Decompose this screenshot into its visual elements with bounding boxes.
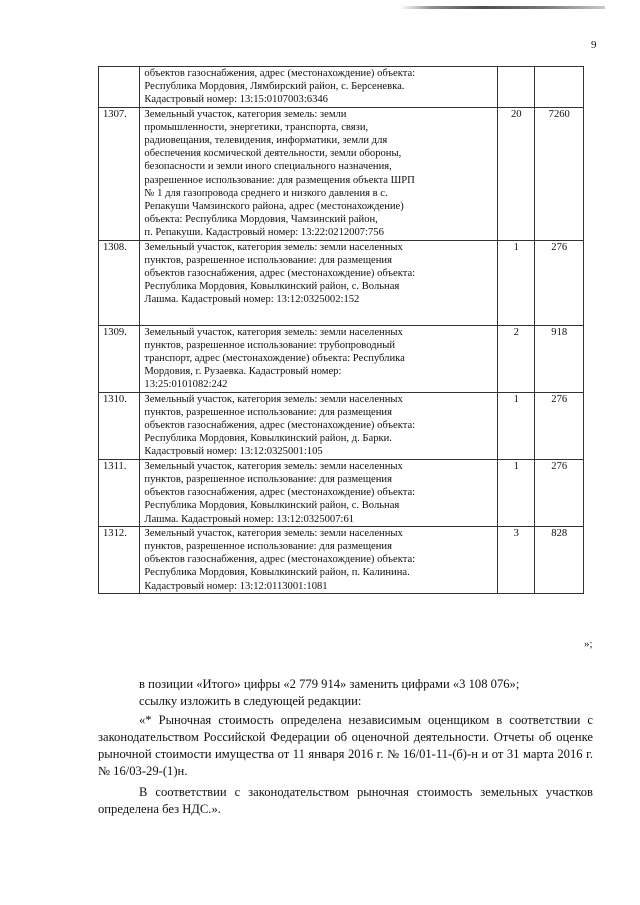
description-line: объектов газоснабжения, адрес (местонахождение) объекта:: [144, 420, 416, 432]
table-row: [99, 392, 584, 459]
row-number: 1311.: [99, 459, 140, 526]
scan-artifact: [400, 6, 605, 9]
row-number: [99, 67, 140, 108]
row-area: 20: [498, 107, 535, 240]
description-line: Лашма. Кадастровый номер: 13:12:0325002:152: [144, 294, 360, 306]
description-line: Земельный участок, категория земель: земли населенных: [144, 326, 403, 338]
description-line: радиовещания, телевидения, информатики, земли для: [144, 135, 388, 147]
footnote-text-rest: соответствии с законодательством Российской Федерации об оценочной деятельности. Отчеты об оценке рыночной стоимости имущества от 11 января 2016 г. № 16/01-11-(б)-н и от 31 марта 2016 г. № 16/03-29-(1)н.: [98, 713, 593, 778]
description-line: пунктов, разрешенное использование: для размещения: [144, 540, 392, 552]
description-line: Земельный участок, категория земель: земли населенных: [144, 393, 403, 405]
description-line: Республика Мордовия, Лямбирский район, с. Берсеневка.: [144, 81, 405, 93]
row-price: 7260: [535, 107, 584, 240]
description-line: Земельный участок, категория земель: земли населенных: [144, 527, 403, 539]
description-line: пунктов, разрешенное использование: трубопроводный: [144, 339, 396, 351]
description-line: Кадастровый номер: 13:15:0107003:6346: [144, 94, 328, 106]
description-line: Республика Мордовия, Ковылкинский район, с. Вольная: [144, 281, 400, 293]
description-line: Земельный участок, категория земель: земли: [144, 108, 347, 120]
description-line: промышленности, энергетики, транспорта, связи,: [144, 121, 369, 133]
description-line: Республика Мордовия, Ковылкинский район, с. Вольная: [144, 500, 400, 512]
table-row: [99, 240, 584, 325]
description-line: Лашма. Кадастровый номер: 13:12:0325007:61: [144, 513, 355, 525]
description-line: Республика Мордовия, Ковылкинский район, д. Барки.: [144, 433, 392, 445]
footnote-text: [98, 712, 593, 780]
row-description: [140, 526, 498, 593]
row-area: 1: [498, 392, 535, 459]
row-price: 276: [535, 240, 584, 325]
property-table: [98, 66, 584, 594]
row-area: 3: [498, 526, 535, 593]
table-row: [99, 325, 584, 392]
description-line: п. Репакуши. Кадастровый номер: 13:22:0212007:756: [144, 227, 384, 239]
row-number: 1308.: [99, 240, 140, 325]
vat-note-first: В соответствии с законодательством рыночная стоимость земельных: [139, 785, 538, 799]
row-price: 918: [535, 325, 584, 392]
row-number: 1309.: [99, 325, 140, 392]
description-line: Кадастровый номер: 13:12:0113001:1081: [144, 580, 328, 592]
row-area: 1: [498, 459, 535, 526]
description-line: Земельный участок, категория земель: земли населенных: [144, 460, 403, 472]
description-line: Земельный участок, категория земель: земли населенных: [144, 241, 403, 253]
row-description: [140, 67, 498, 108]
table-row: [99, 67, 584, 108]
row-number: 1312.: [99, 526, 140, 593]
description-line: объекта: Республика Мордовия, Чамзинский район,: [144, 214, 378, 226]
row-description: [140, 107, 498, 240]
row-area: 2: [498, 325, 535, 392]
table-row: [99, 526, 584, 593]
table-closing-mark: »;: [584, 638, 593, 650]
description-line: объектов газоснабжения, адрес (местонахождение) объекта:: [144, 268, 416, 280]
table-row: [99, 459, 584, 526]
row-description: [140, 325, 498, 392]
footnote-intro: ссылку изложить в следующей редакции:: [139, 694, 362, 708]
description-line: объектов газоснабжения, адрес (местонахождение) объекта:: [144, 554, 416, 566]
row-area: [498, 67, 535, 108]
description-line: обеспечения космической деятельности, земли обороны,: [144, 148, 402, 160]
row-area: 1: [498, 240, 535, 325]
row-description: [140, 459, 498, 526]
description-line: объектов газоснабжения, адрес (местонахождение) объекта:: [144, 68, 416, 79]
vat-note: [98, 784, 593, 818]
row-number: 1307.: [99, 107, 140, 240]
description-line: разрешенное использование: для размещения объекта ШРП: [144, 174, 415, 186]
description-line: 13:25:0101082:242: [144, 379, 228, 391]
row-description: [140, 392, 498, 459]
description-line: безопасности и земли иного специального назначения,: [144, 161, 392, 173]
description-line: транспорт, адрес (местонахождение) объекта: Республика: [144, 353, 405, 365]
description-line: Мордовия, г. Рузаевка. Кадастровый номер:: [144, 366, 342, 378]
description-line: Кадастровый номер: 13:12:0325001:105: [144, 446, 323, 458]
description-line: Репакуши Чамзинского района, адрес (местонахождение): [144, 201, 404, 213]
page-number: 9: [591, 39, 597, 51]
row-price: 276: [535, 459, 584, 526]
description-line: пунктов, разрешенное использование: для размещения: [144, 473, 392, 485]
description-line: пунктов, разрешенное использование: для размещения: [144, 406, 392, 418]
row-price: 276: [535, 392, 584, 459]
description-line: Республика Мордовия, Ковылкинский район, п. Калинина.: [144, 567, 410, 579]
row-description: [140, 240, 498, 325]
description-line: объектов газоснабжения, адрес (местонахождение) объекта:: [144, 487, 416, 499]
row-price: 828: [535, 526, 584, 593]
row-number: 1310.: [99, 392, 140, 459]
row-price: [535, 67, 584, 108]
description-line: пунктов, разрешенное использование: для размещения: [144, 254, 392, 266]
itogo-amendment: в позиции «Итого» цифры «2 779 914» заменить цифрами «3 108 076»;: [139, 677, 520, 691]
table-row: [99, 107, 584, 240]
description-line: № 1 для газопровода среднего и низкого давления в с.: [144, 187, 388, 199]
footnote-text-first: «* Рыночная стоимость определена независимым оценщиком в: [139, 713, 503, 727]
vat-note-rest: участков определена без НДС.».: [98, 785, 593, 816]
